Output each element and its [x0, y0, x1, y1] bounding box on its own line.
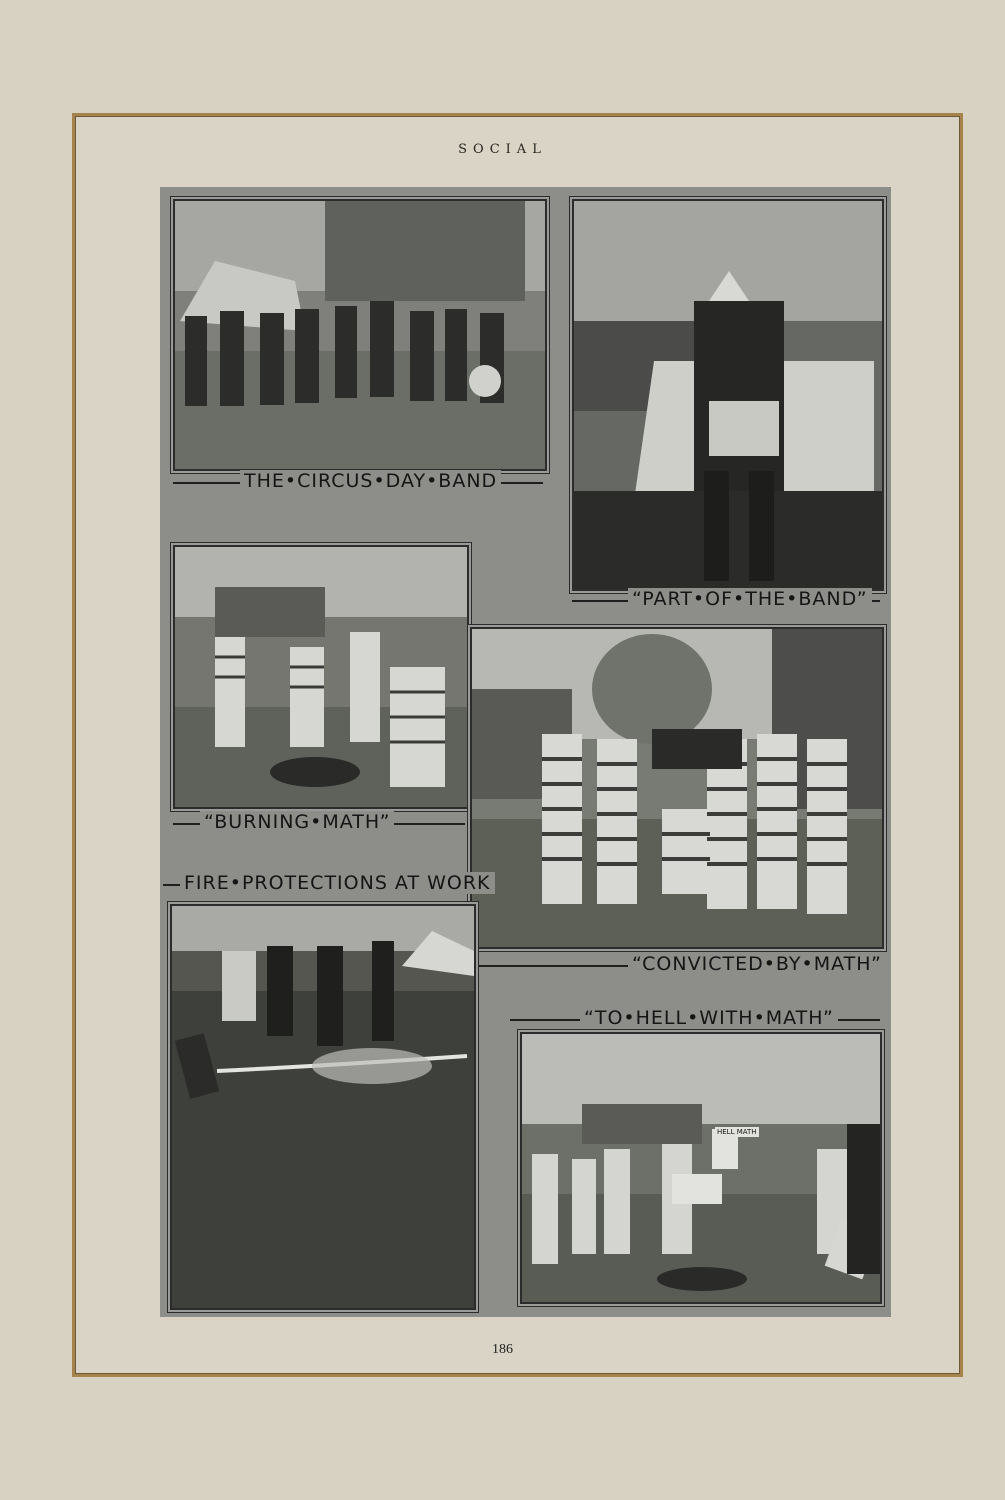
caption-burning-math: “BURNING•MATH” — [200, 811, 394, 833]
photo-circus-day-band — [173, 199, 547, 471]
caption-convicted-by-math: “CONVICTED•BY•MATH” — [628, 953, 886, 975]
photo-burning-math — [173, 545, 469, 809]
photo-collage — [160, 187, 891, 1317]
caption-part-of-the-band: “PART•OF•THE•BAND” — [628, 588, 872, 610]
caption-to-hell-with-math: “TO•HELL•WITH•MATH” — [580, 1007, 838, 1029]
photo-part-of-the-band — [572, 199, 884, 591]
caption-fire-protections: FIRE•PROTECTIONS AT WORK — [180, 872, 495, 894]
photo-to-hell-with-math — [520, 1032, 882, 1304]
section-title: SOCIAL — [458, 142, 547, 157]
sign-text: HELL MATH — [717, 1128, 757, 1136]
photo-fire-protections — [170, 904, 476, 1310]
caption-circus-day-band: THE•CIRCUS•DAY•BAND — [240, 470, 501, 492]
photo-convicted-by-math — [470, 627, 884, 949]
page-number: 186 — [492, 1342, 513, 1357]
